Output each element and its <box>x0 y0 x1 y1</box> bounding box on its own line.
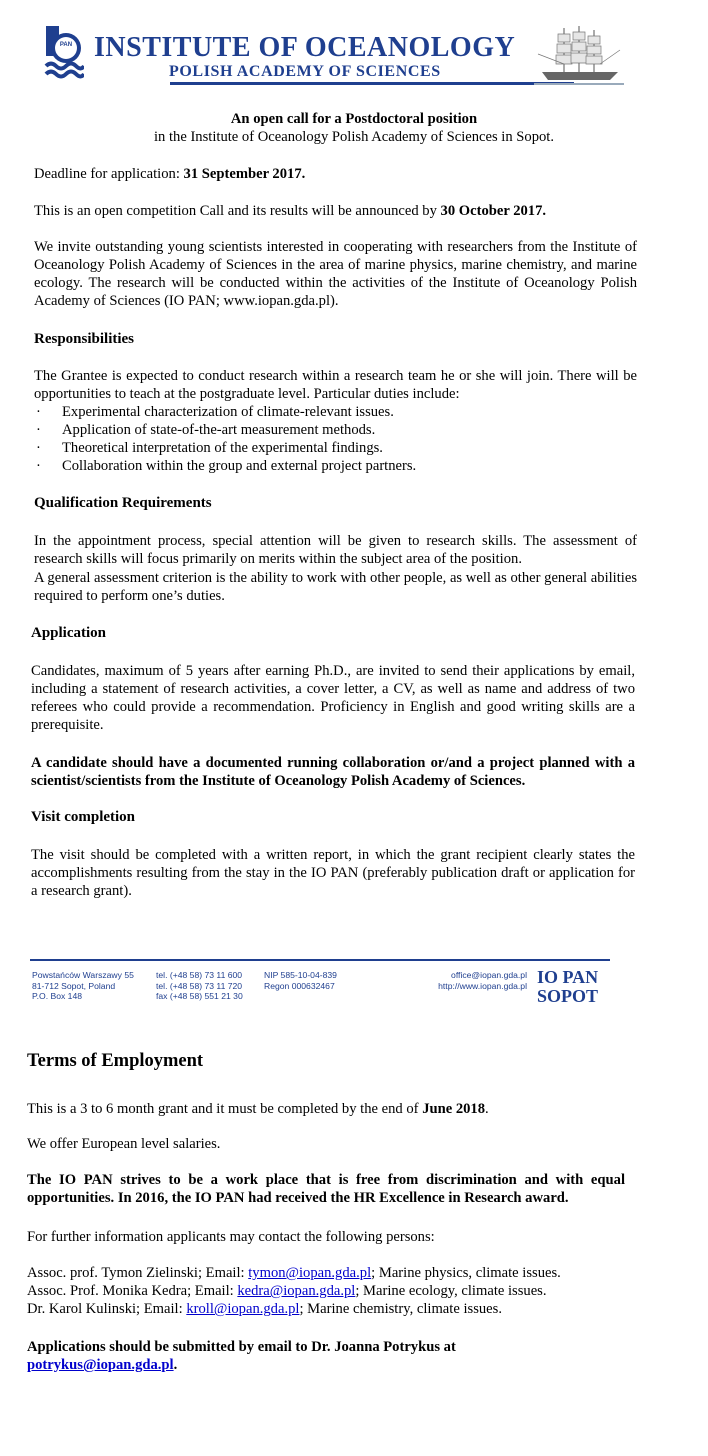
sailing-ship-icon <box>534 24 624 86</box>
submission-end: . <box>173 1357 178 1373</box>
grant-end: . <box>485 1101 489 1117</box>
contact-topic: ; Marine chemistry, climate issues. <box>299 1301 502 1317</box>
phone-line: tel. (+48 58) 73 11 600 <box>156 970 243 980</box>
call-subtitle: in the Institute of Oceanology Polish Academy of Sciences in Sopot. <box>153 129 555 145</box>
duty-text: Experimental characterization of climate-relevant issues. <box>62 404 394 420</box>
duty-text: Theoretical interpretation of the experimental findings. <box>62 440 383 456</box>
announcement-date: 30 October 2017. <box>440 203 547 219</box>
contact-topic: ; Marine ecology, climate issues. <box>355 1283 547 1299</box>
grant-text: This is a 3 to 6 month grant and it must be completed by the end of <box>27 1101 423 1117</box>
call-title: An open call for a Postdoctoral position <box>230 111 478 127</box>
address-line: 81-712 Sopot, Poland <box>32 980 116 991</box>
duties-list <box>34 403 637 475</box>
pan-logo-icon <box>44 26 84 82</box>
footer-address <box>32 970 134 1002</box>
contact-name: Dr. Karol Kulinski; Email: <box>27 1301 187 1317</box>
address-line: P.O. Box 148 <box>32 991 83 1001</box>
footer-web <box>400 970 527 991</box>
submission-note <box>27 1338 627 1374</box>
nip: NIP 585-10-04-839 <box>264 970 337 980</box>
qualification-heading: Qualification Requirements <box>34 495 212 511</box>
responsibilities-heading: Responsibilities <box>34 331 135 347</box>
institute-title: INSTITUTE OF OCEANOLOGY <box>94 32 516 63</box>
contact-email-link[interactable]: tymon@iopan.gda.pl <box>248 1265 372 1281</box>
submission-email-link[interactable]: potrykus@iopan.gda.pl <box>27 1357 174 1373</box>
contact-topic: ; Marine physics, climate issues. <box>371 1265 561 1281</box>
list-item <box>27 1300 561 1318</box>
list-item <box>27 1282 561 1300</box>
grant-date: June 2018 <box>422 1101 486 1117</box>
deadline <box>34 165 305 183</box>
duty-text: Collaboration within the group and external project partners. <box>62 458 417 474</box>
submission-email-line <box>27 1356 627 1374</box>
letterhead <box>44 24 624 86</box>
footer-phones <box>156 970 243 1002</box>
duty-text: Application of state-of-the-art measurement methods. <box>62 422 376 438</box>
address-line: Powstańców Warszawy 55 <box>32 970 134 980</box>
contact-email-link[interactable]: kroll@iopan.gda.pl <box>186 1301 300 1317</box>
contact-name: Assoc. prof. Tymon Zielinski; Email: <box>27 1265 249 1281</box>
deadline-label: Deadline for application: <box>34 166 184 182</box>
terms-heading: Terms of Employment <box>27 1051 204 1071</box>
bullet: · <box>36 404 41 420</box>
brand-line: SOPOT <box>537 986 599 1006</box>
contact-email-link[interactable]: kedra@iopan.gda.pl <box>237 1283 356 1299</box>
equality-statement: The IO PAN strives to be a work place that is free from discrimination and with equal opportunities. In 2016, the IO PAN had received the HR Excellence in Research award. <box>27 1172 625 1206</box>
footer-brand <box>537 968 598 1006</box>
application-requirement: A candidate should have a documented running collaboration or/and a project planned with a scientist/scientists from the Institute of Oceanology Polish Academy of Sciences. <box>31 755 635 789</box>
grant-duration <box>27 1100 489 1118</box>
regon: Regon 000632467 <box>264 980 335 991</box>
qualification-text-2: A general assessment criterion is the ability to work with other people, as well as other general abilities required to perform one’s duties. <box>34 570 637 604</box>
contact-name: Assoc. Prof. Monika Kedra; Email: <box>27 1283 238 1299</box>
bullet: · <box>36 440 41 456</box>
footer-website: http://www.iopan.gda.pl <box>438 980 527 991</box>
list-item <box>27 1264 561 1282</box>
bullet: · <box>36 458 41 474</box>
bullet: · <box>36 422 41 438</box>
list-item <box>34 457 637 475</box>
footer-ids <box>264 970 337 991</box>
qualification-text-1: In the appointment process, special attention will be given to research skills. The assessment of research skills will focus primarily on merits within the subject area of the position. <box>34 533 637 567</box>
call-title-block <box>0 110 708 146</box>
announcement-text: This is an open competition Call and its results will be announced by <box>34 203 441 219</box>
intro-paragraph: We invite outstanding young scientists interested in cooperating with researchers from the Institute of Oceanology Polish Academy of Sciences in the area of marine physics, marine chemistry, and marine ecology. The research will be conducted within the activities of the Institute of Oceanology Polish Academy of Sciences (IO PAN; www.iopan.gda.pl). <box>34 239 637 309</box>
logo-text: PAN <box>59 42 73 48</box>
application-heading: Application <box>31 625 107 641</box>
phone-line: tel. (+48 58) 73 11 720 <box>156 980 243 991</box>
phone-line: fax (+48 58) 551 21 30 <box>156 991 243 1001</box>
submission-text: Applications should be submitted by email to Dr. Joanna Potrykus at <box>27 1339 456 1355</box>
contact-intro: For further information applicants may contact the following persons: <box>27 1229 435 1245</box>
list-item <box>34 403 637 421</box>
list-item <box>34 439 637 457</box>
responsibilities-text: The Grantee is expected to conduct research within a research team he or she will join. There will be opportunities to teach at the postgraduate level. Particular duties include: <box>34 368 637 402</box>
application-text: Candidates, maximum of 5 years after earning Ph.D., are invited to send their applications by email, including a statement of research activities, a cover letter, a CV, as well as name and address of two referees who could provide a recommendation. Proficiency in English and good writing skills are a prerequisite. <box>31 663 635 733</box>
announcement <box>34 202 546 220</box>
deadline-date: 31 September 2017. <box>183 166 306 182</box>
list-item <box>34 421 637 439</box>
visit-text: The visit should be completed with a written report, in which the grant recipient clearly states the accomplishments resulting from the stay in the IO PAN (preferably publication draft or application for a research grant). <box>31 847 635 899</box>
footer-rule <box>30 959 610 961</box>
visit-heading: Visit completion <box>31 809 136 825</box>
salary-text: We offer European level salaries. <box>27 1136 221 1152</box>
footer-email: office@iopan.gda.pl <box>451 970 527 980</box>
contact-list <box>27 1264 561 1318</box>
header-rule <box>170 82 574 85</box>
academy-subtitle: POLISH ACADEMY OF SCIENCES <box>169 63 441 80</box>
brand-line: IO PAN <box>537 967 599 987</box>
